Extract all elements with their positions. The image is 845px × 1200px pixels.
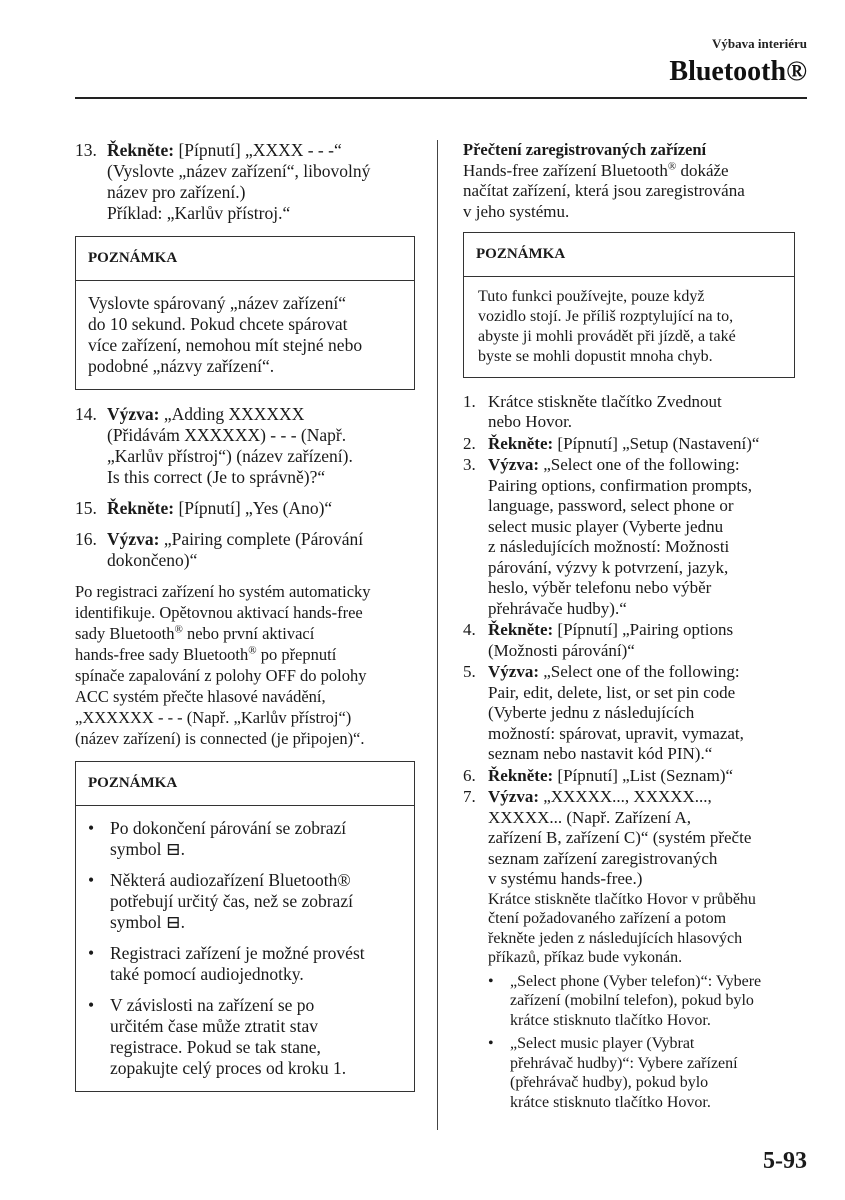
command-list [488, 972, 808, 1113]
bullet-line: symbol ⊟. [110, 912, 185, 932]
column-divider [437, 140, 438, 1130]
paragraph-line: ACC systém přečte hlasové navádění, [75, 687, 326, 706]
registered-mark: ® [667, 159, 677, 172]
step-number: 1. [463, 391, 476, 411]
step-line: v systému hands-free.) [488, 869, 643, 888]
step-2 [463, 434, 808, 455]
note-heading: POZNÁMKA [76, 762, 414, 806]
bullet-line: V závislosti na zařízení se po [110, 995, 315, 1015]
note-heading: POZNÁMKA [76, 237, 414, 281]
note-line: abyste ji mohli provádět při jízdě, a také [478, 327, 736, 345]
step-line: párování, výzvy k potvrzení, jazyk, [488, 557, 729, 577]
bullet-line: symbol ⊟. [110, 839, 185, 859]
intro-line: v jeho systému. [463, 201, 570, 221]
step-6 [463, 766, 808, 787]
bullet: • [488, 972, 494, 990]
step-line: Příklad: „Karlův přístroj.“ [107, 203, 291, 223]
bullet: • [488, 1035, 494, 1052]
step-line: (Přidávám XXXXXX) - - - (Např. [107, 425, 347, 445]
bullet-line: Některá audiozařízení Bluetooth® [110, 870, 351, 890]
registered-mark: ® [248, 644, 257, 657]
list-item [88, 870, 402, 933]
step-label: Řekněte: [488, 765, 554, 785]
registered-mark: ® [174, 623, 183, 636]
note-line: Tuto funkci používejte, pouze když [478, 287, 705, 305]
paragraph-text: po přepnutí [256, 645, 337, 664]
step-text: [Pípnutí] „Yes (Ano)“ [174, 498, 333, 518]
step-line: zařízení B, zařízení C)“ (systém přečte [488, 828, 752, 847]
step-text: [Pípnutí] „XXXX - - -“ [174, 140, 342, 160]
paragraph-text: sady Bluetooth [75, 624, 175, 643]
step-label: Výzva: [488, 662, 539, 681]
step-text: [Pípnutí] „List (Seznam)“ [553, 765, 734, 785]
note-box-1 [75, 236, 415, 390]
step-line: seznam zařízení zaregistrovaných [488, 848, 718, 868]
list-item [88, 818, 402, 860]
step-line: (Vyberte jednu z následujících [488, 703, 695, 722]
step-number: 13. [75, 140, 97, 160]
step-label: Řekněte: [488, 620, 554, 639]
page-number: 5-93 [763, 1148, 807, 1174]
bullet-line: Registraci zařízení je možné provést [110, 943, 365, 963]
step-number: 6. [463, 765, 476, 785]
list-item [488, 972, 808, 1031]
step-label: Řekněte: [107, 140, 175, 160]
step-text: „Pairing complete (Párování [159, 529, 364, 549]
step-label: Výzva: [488, 787, 539, 806]
step-text: „Adding XXXXXX [159, 404, 305, 424]
step-number: 16. [75, 529, 97, 549]
paragraph-line: Po registraci zařízení ho systém automaticky [75, 582, 371, 601]
step-15 [75, 498, 415, 519]
bullet: • [88, 870, 95, 890]
step-1 [463, 392, 808, 433]
step-line: název pro zařízení.) [107, 182, 246, 202]
bullet-line: „Select phone (Vyber telefon)“: Vybere [510, 972, 762, 990]
step-number: 15. [75, 498, 97, 518]
list-item [88, 943, 402, 985]
step-text: [Pípnutí] „Pairing options [553, 620, 734, 639]
paragraph-line: (název zařízení) is connected (je připojen)“. [75, 729, 365, 748]
bullet-line: zopakujte celý proces od kroku 1. [110, 1058, 347, 1078]
instruction-text [488, 890, 808, 968]
bullet: • [88, 818, 95, 838]
note-line: více zařízení, nemohou mít stejné nebo [88, 335, 363, 355]
step-number: 4. [463, 620, 476, 639]
title-rule [75, 97, 807, 99]
step-3 [463, 455, 808, 619]
step-number: 2. [463, 433, 476, 453]
list-item [88, 995, 402, 1079]
step-line: z následujících možností: Možnosti [488, 537, 730, 556]
step-line: XXXXX... (Např. Zařízení A, [488, 807, 691, 827]
step-number: 3. [463, 455, 476, 474]
step-line: Pair, edit, delete, list, or set pin code [488, 682, 736, 702]
step-text: „XXXXX..., XXXXX..., [538, 787, 712, 806]
step-14 [75, 404, 415, 488]
paragraph-text: nebo první aktivací [182, 624, 315, 643]
list-item [488, 1034, 808, 1112]
bullet-line: (přehrávač hudby), pokud bylo [510, 1074, 709, 1091]
note-line: Vyslovte spárovaný „název zařízení“ [88, 293, 347, 313]
paragraph-line: „XXXXXX - - - (Např. „Karlův přístroj“) [75, 708, 352, 727]
step-line: „Karlův přístroj“) (název zařízení). [107, 446, 353, 466]
bullet-line: také pomocí audiojednotky. [110, 964, 304, 984]
step-line: Is this correct (Je to správně)?“ [107, 467, 326, 487]
step-line: language, password, select phone or [488, 496, 734, 515]
step-line: Pairing options, confirmation prompts, [488, 475, 752, 495]
step-line: dokončeno)“ [107, 550, 198, 570]
bullet-line: určitém čase může ztratit stav [110, 1016, 318, 1036]
section-label: Výbava interiéru [712, 36, 807, 51]
step-text: [Pípnutí] „Setup (Nastavení)“ [553, 433, 760, 453]
step-label: Řekněte: [488, 433, 554, 453]
step-label: Výzva: [488, 455, 539, 474]
intro-text: Hands-free zařízení Bluetooth [463, 160, 668, 180]
page-title: Bluetooth® [669, 56, 807, 87]
step-line: možností: spárovat, upravit, vymazat, [488, 723, 744, 743]
step-text: Krátce stiskněte tlačítko Zvednout [488, 391, 722, 411]
step-number: 14. [75, 404, 97, 424]
paragraph-line: spínače zapalování z polohy OFF do polohy [75, 666, 367, 685]
step-line: (Vyslovte „název zařízení“, libovolný [107, 161, 371, 181]
step-13 [75, 140, 415, 224]
section-heading: Přečtení zaregistrovaných zařízení [463, 140, 707, 159]
note-box-2 [75, 761, 415, 1092]
intro-paragraph [463, 161, 808, 223]
bullet-line: krátce stisknuto tlačítko Hovor. [510, 1011, 711, 1029]
bullet: • [88, 943, 95, 963]
instruction-line: čtení požadovaného zařízení a potom [488, 910, 727, 927]
paragraph-line: identifikuje. Opětovnou aktivací hands-free [75, 603, 363, 622]
bullet-line: přehrávač hudby)“: Vybere zařízení [510, 1054, 738, 1072]
step-label: Řekněte: [107, 498, 175, 518]
note-line: vozidlo stojí. Je příliš rozptylující na to, [478, 307, 734, 325]
intro-line: načítat zařízení, která jsou zaregistrována [463, 181, 745, 200]
bullet-line: krátce stisknuto tlačítko Hovor. [510, 1093, 711, 1111]
step-line: seznam nebo nastavit kód PIN).“ [488, 744, 713, 763]
bullet-line: „Select music player (Vybrat [510, 1035, 695, 1052]
bullet-line: Po dokončení párování se zobrazí [110, 818, 347, 838]
note-heading: POZNÁMKA [464, 233, 794, 277]
paragraph-text: hands-free sady Bluetooth [75, 645, 249, 664]
note-line: do 10 sekund. Pokud chcete spárovat [88, 314, 348, 334]
step-label: Výzva: [107, 529, 160, 549]
step-number: 5. [463, 662, 476, 681]
step-line: heslo, výběr telefonu nebo výběr [488, 578, 712, 597]
step-5 [463, 662, 808, 765]
note-body [464, 277, 794, 377]
right-column [463, 140, 808, 1117]
instruction-line: Krátce stiskněte tlačítko Hovor v průběhu [488, 890, 756, 908]
step-7 [463, 787, 808, 1116]
step-16 [75, 529, 415, 571]
step-number: 7. [463, 787, 476, 806]
registration-paragraph [75, 581, 415, 749]
instruction-line: řekněte jeden z následujících hlasových [488, 929, 743, 947]
step-label: Výzva: [107, 404, 160, 424]
note-line: byste se mohli dopustit mnoha chyb. [478, 347, 713, 365]
intro-text: dokáže [676, 160, 729, 180]
bullet-line: registrace. Pokud se tak stane, [110, 1037, 321, 1057]
note-body [76, 281, 414, 389]
step-text: „Select one of the following: [538, 662, 740, 681]
left-column [75, 140, 415, 1106]
bullet-line: potřebují určitý čas, než se zobrazí [110, 891, 353, 911]
step-line: nebo Hovor. [488, 412, 573, 431]
note-box-3 [463, 232, 795, 378]
step-line: select music player (Vyberte jednu [488, 516, 724, 536]
step-line: přehrávače hudby).“ [488, 598, 627, 618]
step-4 [463, 620, 808, 661]
note-line: podobné „názvy zařízení“. [88, 356, 275, 376]
note-body [76, 806, 414, 1091]
step-text: „Select one of the following: [538, 455, 740, 474]
step-line: (Možnosti párování)“ [488, 640, 635, 660]
instruction-line: příkazů, příkaz bude vykonán. [488, 949, 683, 966]
bullet-line: zařízení (mobilní telefon), pokud bylo [510, 992, 754, 1009]
bullet: • [88, 995, 95, 1015]
